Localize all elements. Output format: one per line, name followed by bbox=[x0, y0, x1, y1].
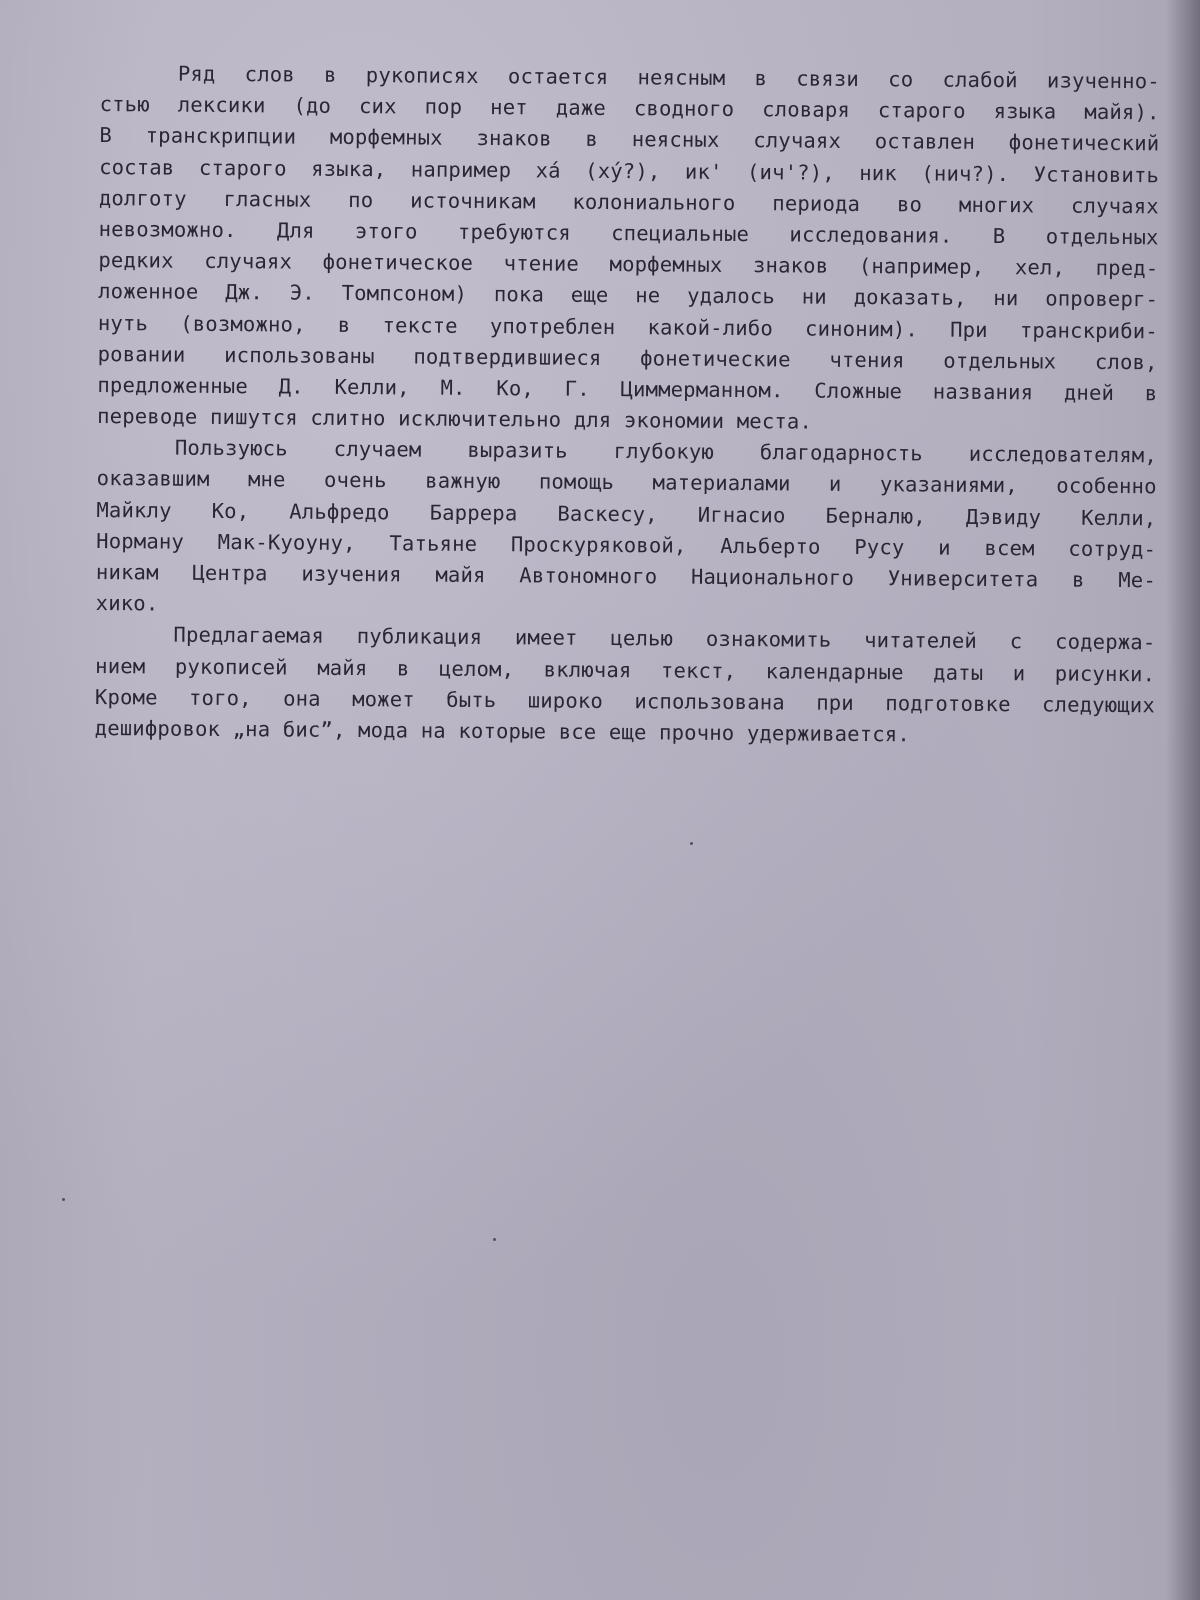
document-body bbox=[95, 58, 1160, 752]
text-line: ложенное Дж. Э. Томпсоном) пока еще не удалось ни доказать, ни опроверг- bbox=[98, 279, 1159, 312]
text-line: Майклу Ко, Альфредо Баррера Васкесу, Игнасио Берналю, Дэвиду Келли, bbox=[96, 497, 1157, 530]
text-line: стью лексики (до сих пор нет даже сводного словаря старого языка майя). bbox=[99, 92, 1160, 125]
text-line: предложенные Д. Келли, М. Ко, Г. Циммерманном. Сложные названия дней в bbox=[97, 372, 1158, 406]
page-edge-shadow bbox=[1166, 0, 1200, 1600]
text-line: невозможно. Для этого требуются специальные исследования. В отдельных bbox=[98, 216, 1159, 250]
paper-speck bbox=[690, 842, 693, 845]
text-line: Кроме того, она может быть широко использована при подготовке следующих bbox=[94, 684, 1156, 718]
text-line: никам Центра изучения майя Автономного Национального Университета в Ме- bbox=[95, 559, 1157, 593]
text-line: оказавшим мне очень важную помощь материалами и указаниями, особенно bbox=[96, 466, 1157, 499]
text-line: нием рукописей майя в целом, включая текст, календарные даты и рисунки. bbox=[95, 653, 1156, 686]
text-line: редких случаях фонетическое чтение морфемных знаков (например, хел, пред- bbox=[98, 248, 1159, 281]
text-line: дешифровок „на бис”, мода на которые все еще прочно удерживается. bbox=[94, 715, 911, 747]
text-line: Предлагаемая публикация имеет целью ознакомить читателей с содержа- bbox=[173, 622, 1156, 655]
paper-speck bbox=[493, 1238, 496, 1241]
text-line: ровании использованы подтвердившиеся фонетические чтения отдельных слов, bbox=[97, 341, 1158, 375]
text-line: долготу гласных по источникам колониального периода во многих случаях bbox=[98, 185, 1159, 219]
paragraph-1 bbox=[97, 58, 1160, 441]
text-line: В транскрипции морфемных знаков в неясных случаях оставлен фонетический bbox=[99, 123, 1160, 156]
text-line: Ряд слов в рукописях остается неясным в связи со слабой изученно- bbox=[177, 61, 1160, 94]
text-line: Пользуюсь случаем выразить глубокую благодарность исследователям, bbox=[174, 435, 1158, 468]
text-line: хико. bbox=[95, 591, 159, 616]
text-line: Норману Мак-Куоуну, Татьяне Проскуряковой, Альберто Русу и всем сотруд- bbox=[96, 528, 1157, 562]
text-line: переводе пишутся слитно исключительно для экономии места. bbox=[97, 404, 813, 434]
text-line: нуть (возможно, в тексте употреблен какой-либо синоним). При транскриби- bbox=[97, 310, 1158, 343]
paper-speck bbox=[62, 1198, 65, 1201]
paragraph-2 bbox=[96, 432, 1157, 627]
paragraph-3 bbox=[95, 619, 1156, 752]
text-line: состав старого языка, например ха́ (ху́?), ик' (ич'?), ник (нич?). Установить bbox=[99, 154, 1160, 187]
